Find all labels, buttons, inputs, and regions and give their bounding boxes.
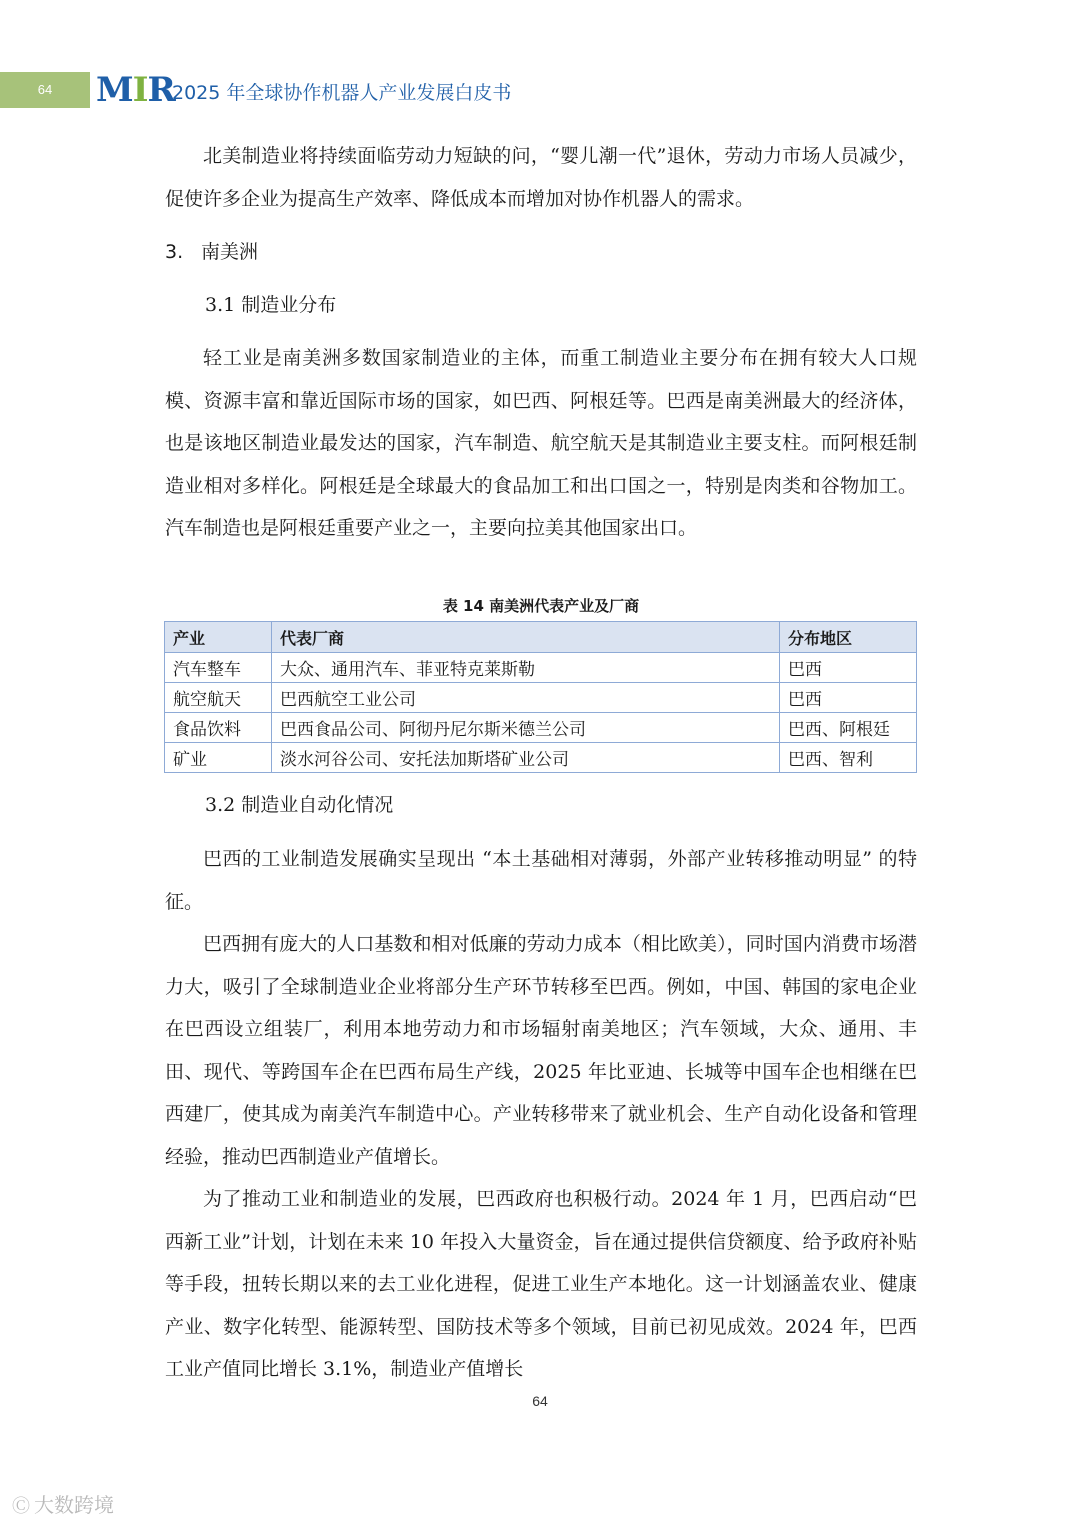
table-row (165, 713, 917, 743)
industry-table (164, 621, 917, 773)
subsection-heading-3-1: 3.1 制造业分布 (205, 294, 337, 316)
table-cell: 巴西航空工业公司 (272, 683, 780, 713)
table-cell: 巴西、阿根廷 (780, 713, 917, 743)
table-header-cell: 分布地区 (780, 622, 917, 653)
data-logo-icon: Ⓒ (12, 1496, 30, 1517)
footer-page-number: 64 (532, 1393, 548, 1409)
mir-logo: MIR (96, 70, 175, 110)
table-row (165, 683, 917, 713)
table-cell: 矿业 (165, 743, 272, 773)
automation-paragraph-3: 为了推动工业和制造业的发展，巴西政府也积极行动。2024 年 1 月，巴西启动“巴西新工业”计划，计划在未来 10 年投入大量资金，旨在通过提供信贷额度、给予政府补贴等手段，扭转长期以来的去工业化进程，促进工业生产本地化。这一计划涵盖农业、健康产业、数字化转型、能源转型、国防技术等多个领域，目前已初见成效。2024 年，巴西工业产值同比增长 3.1%，制造业产值增长 (165, 1188, 917, 1380)
watermark-text: 大数跨境 (34, 1493, 114, 1517)
automation-paragraph-1: 巴西的工业制造发展确实呈现出 “本土基础相对薄弱，外部产业转移推动明显” 的特征。 (165, 848, 917, 913)
table-header-cell: 代表厂商 (272, 622, 780, 653)
automation-paragraph-2: 巴西拥有庞大的人口基数和相对低廉的劳动力成本（相比欧美），同时国内消费市场潜力大，吸引了全球制造业企业将部分生产环节转移至巴西。例如，中国、韩国的家电企业在巴西设立组装厂，利用本地劳动力和市场辐射南美地区；汽车领域，大众、通用、丰田、现代、等跨国车企在巴西布局生产线，2025 年比亚迪、长城等中国车企也相继在巴西建厂，使其成为南美汽车制造中心。产业转移带来了就业机会、生产自动化设备和管理经验，推动巴西制造业产值增长。 (165, 933, 917, 1168)
table-caption: 表 14 南美洲代表产业及厂商 (442, 597, 640, 615)
table-header-row (165, 622, 917, 653)
table-cell: 淡水河谷公司、安托法加斯塔矿业公司 (272, 743, 780, 773)
table-cell: 航空航天 (165, 683, 272, 713)
table-row (165, 653, 917, 683)
table-header-cell: 产业 (165, 622, 272, 653)
intro-paragraph: 北美制造业将持续面临劳动力短缺的问，“婴儿潮一代”退休，劳动力市场人员减少，促使许多企业为提高生产效率、降低成本而增加对协作机器人的需求。 (165, 145, 917, 210)
table-cell: 巴西 (780, 653, 917, 683)
section-heading-3 (165, 231, 258, 273)
section-number: 3. (165, 241, 184, 263)
watermark (12, 1490, 114, 1520)
table-cell: 巴西食品公司、阿彻丹尼尔斯米德兰公司 (272, 713, 780, 743)
table-row (165, 743, 917, 773)
table-cell: 巴西 (780, 683, 917, 713)
table-cell: 大众、通用汽车、菲亚特克莱斯勒 (272, 653, 780, 683)
manufacturing-distribution-paragraph: 轻工业是南美洲多数国家制造业的主体，而重工制造业主要分布在拥有较大人口规模、资源丰富和靠近国际市场的国家，如巴西、阿根廷等。巴西是南美洲最大的经济体，也是该地区制造业最发达的国家，汽车制造、航空航天是其制造业主要支柱。而阿根廷制造业相对多样化。阿根廷是全球最大的食品加工和出口国之一，特别是肉类和谷物加工。汽车制造也是阿根廷重要产业之一，主要向拉美其他国家出口。 (165, 347, 917, 539)
section-title: 南美洲 (201, 241, 259, 263)
document-title: 2025 年全球协作机器人产业发展白皮书 (172, 82, 512, 104)
subsection-heading-3-2: 3.2 制造业自动化情况 (205, 794, 394, 816)
header-page-number: 64 (37, 82, 53, 97)
table-cell: 巴西、智利 (780, 743, 917, 773)
table-cell: 食品饮料 (165, 713, 272, 743)
table-cell: 汽车整车 (165, 653, 272, 683)
